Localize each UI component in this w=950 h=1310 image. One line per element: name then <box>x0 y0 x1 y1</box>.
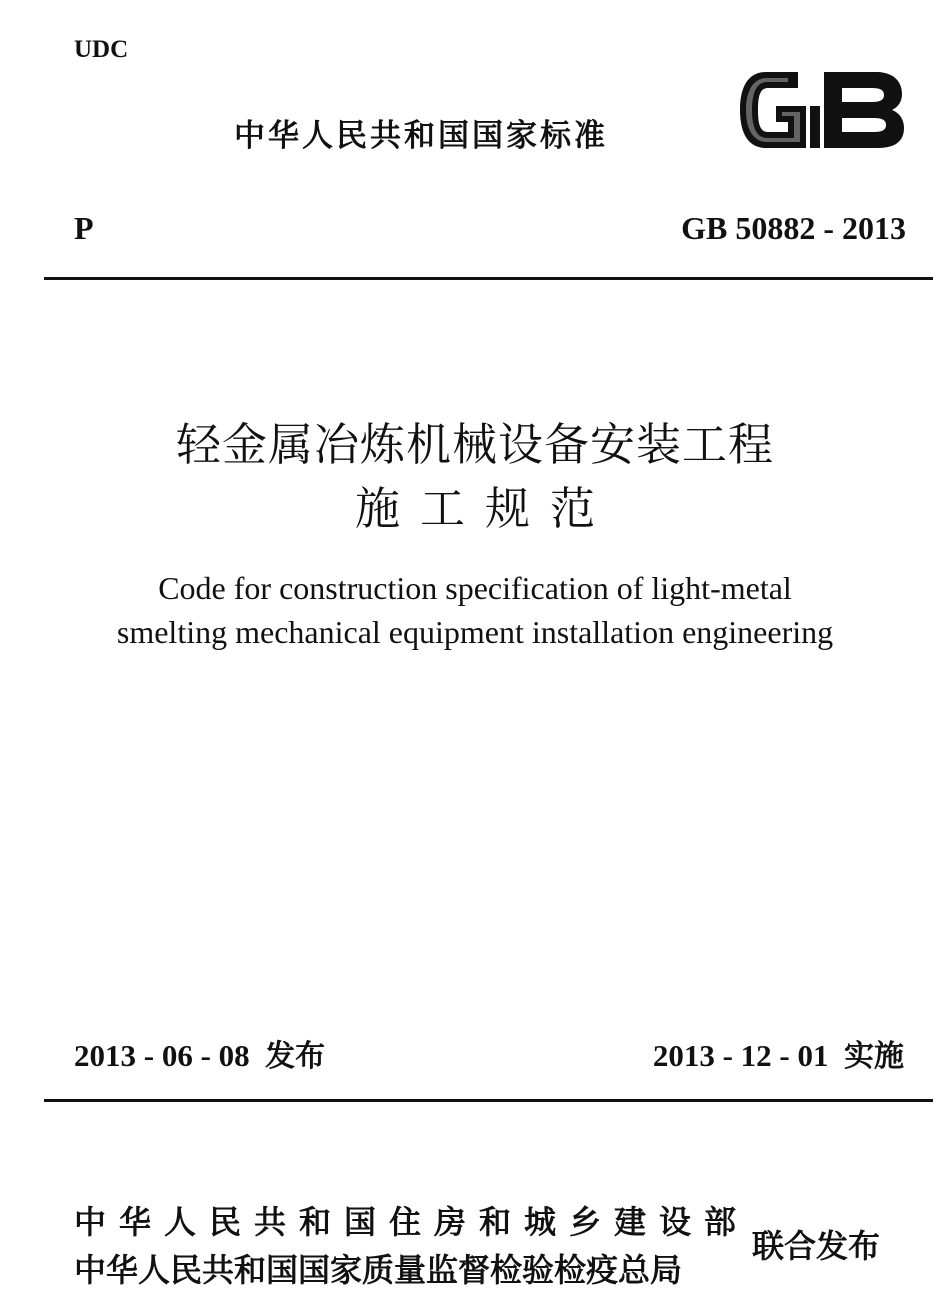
top-divider <box>44 277 933 280</box>
bottom-divider <box>44 1099 933 1102</box>
issue-label: 发布 <box>265 1039 326 1074</box>
english-title-line-2: smelting mechanical equipment installation engineering <box>116 614 834 650</box>
implementation-label: 实施 <box>844 1039 904 1074</box>
issue-date-block <box>74 1036 325 1077</box>
classification-code: P <box>74 210 94 246</box>
implementation-date: 2013 - 12 - 01 <box>652 1038 829 1073</box>
udc-label: UDC <box>74 36 129 63</box>
chinese-title-line-2: 施工规范 <box>354 482 615 535</box>
chinese-title-line-1: 轻金属冶炼机械设备安装工程 <box>175 418 774 471</box>
issue-date: 2013 - 06 - 08 <box>74 1038 250 1073</box>
gb-logo-icon <box>736 66 908 154</box>
standard-number: GB 50882 - 2013 <box>681 210 906 246</box>
national-standard-heading: 中华人民共和国国家标准 <box>234 118 608 154</box>
publisher-line-1: 中华人民共和国住房和城乡建设部 <box>74 1203 750 1241</box>
publisher-line-2: 中华人民共和国国家质量监督检验检疫总局 <box>74 1251 683 1289</box>
implementation-date-block <box>653 1036 904 1077</box>
english-title-line-1: Code for construction specification of light-metal <box>158 570 792 606</box>
joint-release-label: 联合发布 <box>752 1227 881 1265</box>
